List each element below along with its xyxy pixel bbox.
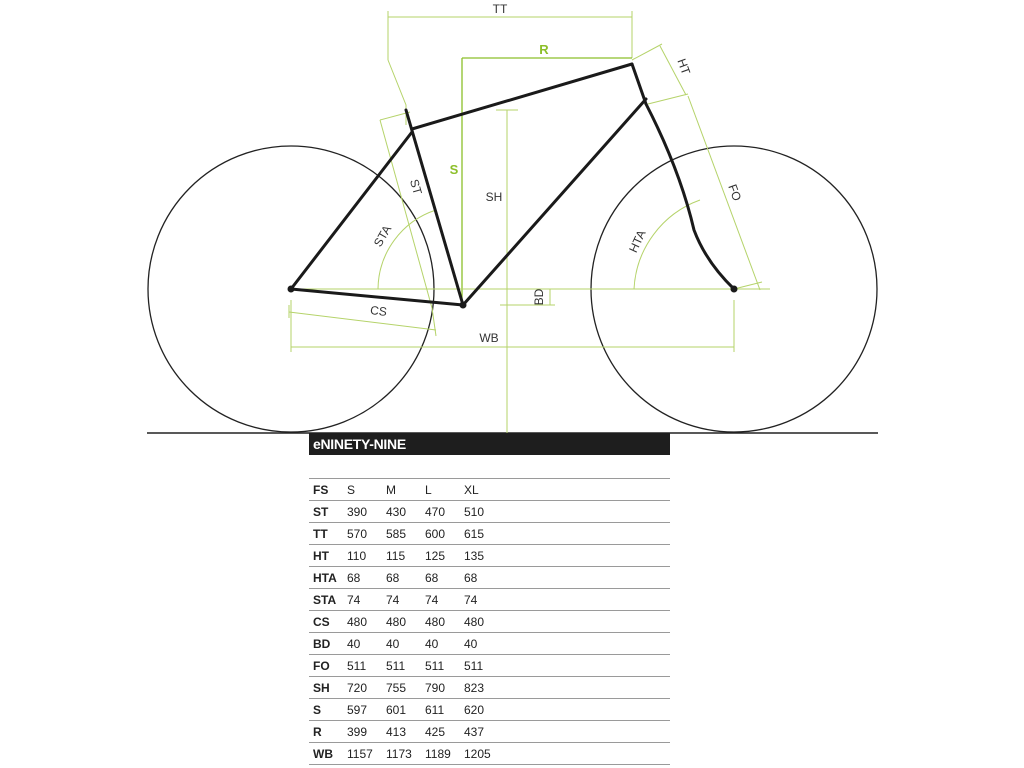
- table-cell: 600: [419, 523, 458, 545]
- top-tube: [412, 64, 632, 129]
- table-cell: 437: [458, 721, 497, 743]
- table-row: [309, 545, 670, 567]
- front-hub: [731, 286, 738, 293]
- label-ht: HT: [674, 56, 694, 77]
- table-cell: 40: [458, 633, 497, 655]
- size-header: XL: [458, 479, 497, 501]
- table-cell: 74: [419, 589, 458, 611]
- table-row: [309, 655, 670, 677]
- table-filler: [497, 743, 670, 765]
- table-cell: 511: [419, 655, 458, 677]
- table-cell: 480: [458, 611, 497, 633]
- table-cell: 135: [458, 545, 497, 567]
- table-filler: [497, 677, 670, 699]
- model-name-bar: eNINETY-NINE: [309, 433, 670, 455]
- bike-frame: [291, 64, 734, 305]
- table-filler: [497, 655, 670, 677]
- table-cell: 510: [458, 501, 497, 523]
- table-cell: 1205: [458, 743, 497, 765]
- table-cell: 480: [419, 611, 458, 633]
- table-cell: 511: [341, 655, 380, 677]
- geometry-table: [309, 478, 670, 765]
- label-hta: HTA: [626, 227, 649, 255]
- table-header-row: [309, 479, 670, 501]
- table-cell: 570: [341, 523, 380, 545]
- table-cell: 115: [380, 545, 419, 567]
- table-row: [309, 721, 670, 743]
- table-cell: 1157: [341, 743, 380, 765]
- table-filler: [497, 545, 670, 567]
- table-row: [309, 611, 670, 633]
- table-cell: 74: [458, 589, 497, 611]
- table-row: [309, 567, 670, 589]
- fork: [646, 104, 734, 289]
- label-wb: WB: [479, 331, 499, 345]
- size-header: S: [341, 479, 380, 501]
- row-label: FO: [309, 655, 341, 677]
- bottom-bracket: [460, 302, 467, 309]
- row-label: SH: [309, 677, 341, 699]
- row-label: HTA: [309, 567, 341, 589]
- label-r: R: [539, 42, 549, 57]
- table-filler: [497, 589, 670, 611]
- table-cell: 601: [380, 699, 419, 721]
- label-sh: SH: [485, 190, 503, 204]
- table-corner-label: FS: [309, 479, 341, 501]
- row-label: TT: [309, 523, 341, 545]
- table-cell: 68: [341, 567, 380, 589]
- label-sta: STA: [370, 222, 395, 250]
- row-label: S: [309, 699, 341, 721]
- table-cell: 597: [341, 699, 380, 721]
- table-filler: [497, 721, 670, 743]
- table-cell: 470: [419, 501, 458, 523]
- table-cell: 40: [380, 633, 419, 655]
- seat-stay: [291, 132, 412, 289]
- table-cell: 425: [419, 721, 458, 743]
- label-tt: TT: [492, 2, 508, 16]
- size-header: L: [419, 479, 458, 501]
- dimension-lines: [289, 11, 770, 433]
- table-cell: 74: [380, 589, 419, 611]
- size-header: M: [380, 479, 419, 501]
- table-row: [309, 677, 670, 699]
- table-cell: 755: [380, 677, 419, 699]
- label-fo: FO: [725, 182, 745, 203]
- table-filler: [497, 479, 670, 501]
- table-cell: 68: [458, 567, 497, 589]
- table-row: [309, 523, 670, 545]
- table-cell: 790: [419, 677, 458, 699]
- table-cell: 585: [380, 523, 419, 545]
- table-row: [309, 501, 670, 523]
- table-row: [309, 589, 670, 611]
- chain-stay: [291, 289, 463, 305]
- table-cell: 399: [341, 721, 380, 743]
- label-s: S: [449, 162, 459, 177]
- row-label: CS: [309, 611, 341, 633]
- table-cell: 74: [341, 589, 380, 611]
- table-cell: 511: [458, 655, 497, 677]
- table-cell: 110: [341, 545, 380, 567]
- table-cell: 125: [419, 545, 458, 567]
- table-row: [309, 699, 670, 721]
- table-filler: [497, 699, 670, 721]
- head-tube: [632, 64, 646, 104]
- table-filler: [497, 501, 670, 523]
- row-label: BD: [309, 633, 341, 655]
- table-cell: 511: [380, 655, 419, 677]
- table-row: [309, 633, 670, 655]
- table-cell: 720: [341, 677, 380, 699]
- table-cell: 611: [419, 699, 458, 721]
- table-cell: 40: [341, 633, 380, 655]
- table-filler: [497, 523, 670, 545]
- table-cell: 615: [458, 523, 497, 545]
- table-cell: 480: [380, 611, 419, 633]
- table-cell: 823: [458, 677, 497, 699]
- table-cell: 620: [458, 699, 497, 721]
- row-label: STA: [309, 589, 341, 611]
- table-filler: [497, 611, 670, 633]
- label-bd: BD: [532, 288, 546, 306]
- table-filler: [497, 633, 670, 655]
- rear-hub: [288, 286, 295, 293]
- table-row: [309, 743, 670, 765]
- row-label: HT: [309, 545, 341, 567]
- table-cell: 413: [380, 721, 419, 743]
- table-cell: 68: [380, 567, 419, 589]
- table-cell: 480: [341, 611, 380, 633]
- row-label: R: [309, 721, 341, 743]
- table-filler: [497, 567, 670, 589]
- label-cs: CS: [369, 303, 388, 319]
- label-st: ST: [407, 177, 425, 197]
- row-label: ST: [309, 501, 341, 523]
- table-cell: 68: [419, 567, 458, 589]
- table-cell: 390: [341, 501, 380, 523]
- table-cell: 1189: [419, 743, 458, 765]
- table-cell: 40: [419, 633, 458, 655]
- row-label: WB: [309, 743, 341, 765]
- table-cell: 1173: [380, 743, 419, 765]
- seat-tube: [406, 110, 463, 305]
- table-cell: 430: [380, 501, 419, 523]
